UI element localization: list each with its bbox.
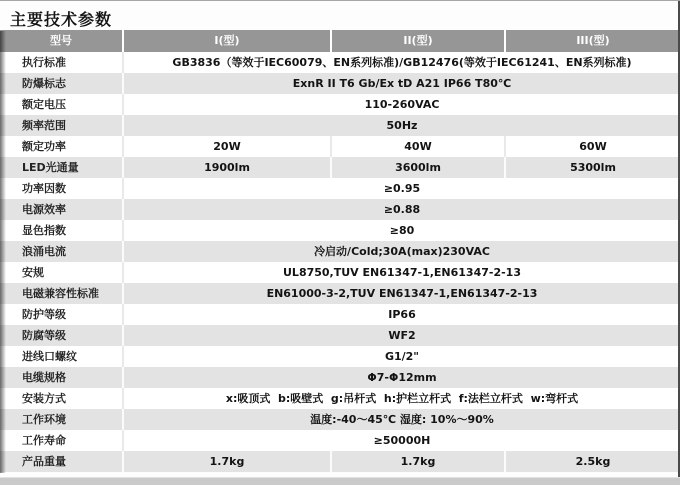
value-cell-span: GB3836（等效于IEC60079、EN系列标准)/GB12476(等效于IEC61241、EN系列标准) bbox=[172, 56, 632, 69]
spec-table-header bbox=[0, 30, 680, 52]
row-label: 工作环境 bbox=[0, 409, 124, 430]
value-cell-span: 50Hz bbox=[386, 119, 418, 132]
value-cell-span: UL8750,TUV EN61347-1,EN61347-2-13 bbox=[283, 266, 521, 279]
table-row bbox=[0, 451, 680, 472]
row-label: 额定功率 bbox=[0, 136, 124, 157]
value-cell-span: 冷启动/Cold;30A(max)230VAC bbox=[314, 245, 490, 258]
spec-table-body bbox=[0, 52, 680, 472]
table-row bbox=[0, 367, 680, 388]
value-cell-span: 110-260VAC bbox=[364, 98, 440, 111]
row-label: 功率因数 bbox=[0, 178, 124, 199]
value-cell-span: EN61000-3-2,TUV EN61347-1,EN61347-2-13 bbox=[266, 287, 538, 300]
footer-bar bbox=[0, 477, 680, 485]
value-cell-span: ≥0.88 bbox=[383, 203, 421, 216]
header-cell-model: 型号 bbox=[0, 30, 124, 52]
value-cell-type-3: 5300lm bbox=[570, 161, 616, 174]
row-label: 电磁兼容性标准 bbox=[0, 283, 124, 304]
row-label: 防腐等级 bbox=[0, 325, 124, 346]
row-label: 电缆规格 bbox=[0, 367, 124, 388]
row-label: 浪涌电流 bbox=[0, 241, 124, 262]
value-cell-type-1: 1.7kg bbox=[124, 451, 332, 472]
table-row bbox=[0, 388, 680, 409]
row-label: 显色指数 bbox=[0, 220, 124, 241]
value-cell-span: 温度:-40～45℃ 湿度: 10%～90% bbox=[310, 413, 494, 426]
value-cell-type-1: 20W bbox=[124, 136, 332, 157]
table-row bbox=[0, 52, 680, 73]
row-label: 防爆标志 bbox=[0, 73, 124, 94]
table-row bbox=[0, 199, 680, 220]
value-cell-type-2: 1.7kg bbox=[332, 451, 506, 472]
value-cell-span: ≥80 bbox=[389, 224, 415, 237]
row-label: 防护等级 bbox=[0, 304, 124, 325]
value-cell-type-3: 60W bbox=[579, 140, 607, 153]
table-row bbox=[0, 94, 680, 115]
header-cell-type-2: II(型) bbox=[332, 30, 506, 52]
value-cell-type-2: 40W bbox=[332, 136, 506, 157]
value-cell-span: IP66 bbox=[388, 308, 416, 321]
value-cell-type-2: 3600lm bbox=[332, 157, 506, 178]
row-label: 安装方式 bbox=[0, 388, 124, 409]
value-cell-type-3: 2.5kg bbox=[575, 455, 611, 468]
row-label: 工作寿命 bbox=[0, 430, 124, 451]
table-row bbox=[0, 346, 680, 367]
row-label: 频率范围 bbox=[0, 115, 124, 136]
value-cell-type-1: 1900lm bbox=[124, 157, 332, 178]
value-cell-span: WF2 bbox=[388, 329, 416, 342]
table-row bbox=[0, 178, 680, 199]
table-row bbox=[0, 157, 680, 178]
table-row bbox=[0, 73, 680, 94]
table-row bbox=[0, 304, 680, 325]
value-cell-span: ≥0.95 bbox=[383, 182, 421, 195]
row-label: LED光通量 bbox=[0, 157, 124, 178]
table-row bbox=[0, 409, 680, 430]
value-cell-span: ExnR II T6 Gb/Ex tD A21 IP66 T80℃ bbox=[292, 77, 512, 90]
table-row bbox=[0, 325, 680, 346]
table-row bbox=[0, 220, 680, 241]
value-cell-span: ≥50000H bbox=[373, 434, 431, 447]
row-label: 安规 bbox=[0, 262, 124, 283]
row-label: 执行标准 bbox=[0, 52, 124, 73]
table-row bbox=[0, 283, 680, 304]
row-label: 产品重量 bbox=[0, 451, 124, 472]
table-row bbox=[0, 115, 680, 136]
row-label: 进线口螺纹 bbox=[0, 346, 124, 367]
header-cell-type-1: I(型) bbox=[124, 30, 332, 52]
table-row bbox=[0, 430, 680, 451]
table-row bbox=[0, 262, 680, 283]
value-cell-span: G1/2" bbox=[384, 350, 420, 363]
value-cell-span: x:吸顶式 b:吸壁式 g:吊杆式 h:护栏立杆式 f:法栏立杆式 w:弯杆式 bbox=[225, 392, 579, 405]
table-row bbox=[0, 136, 680, 157]
row-label: 额定电压 bbox=[0, 94, 124, 115]
header-cell-type-3: III(型) bbox=[576, 34, 610, 47]
row-label: 电源效率 bbox=[0, 199, 124, 220]
spec-table bbox=[0, 30, 680, 472]
value-cell-span: Φ7-Φ12mm bbox=[367, 371, 437, 384]
table-row bbox=[0, 241, 680, 262]
page-title: 主要技术参数 bbox=[10, 10, 113, 29]
